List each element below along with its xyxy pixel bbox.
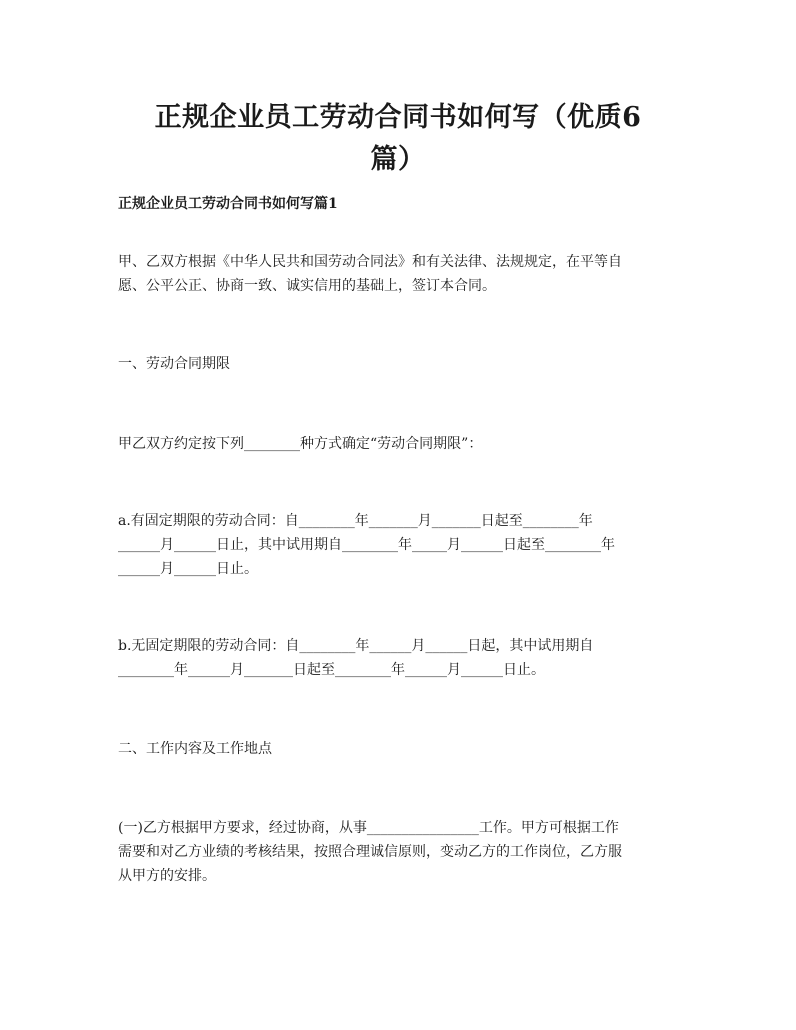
intro-line-2: 愿、公平公正、协商一致、诚实信用的基础上，签订本合同。 (118, 278, 496, 294)
option-a-line-1: a.有固定期限的劳动合同：自________年_______月_______日起至________年 (118, 513, 593, 529)
option-b-line-2: ________年______月_______日起至________年______月______日止。 (118, 662, 545, 678)
document-title-line-2: 篇） (370, 144, 426, 175)
section-2-item-1-line-3: 从甲方的安排。 (118, 868, 216, 884)
article-subtitle: 正规企业员工劳动合同书如何写篇1 (118, 196, 338, 212)
option-b-line-1: b.无固定期限的劳动合同：自________年______月______日起，其中试用期自 (118, 638, 594, 654)
option-a-line-2: ______月______日止，其中试用期自________年_____月______日起至________年 (118, 537, 615, 553)
section-2-item-1 (118, 816, 683, 888)
section-2-heading: 二、工作内容及工作地点 (118, 741, 272, 757)
section-2-item-1-line-1: (一)乙方根据甲方要求，经过协商，从事________________工作。甲方可根据工作 (118, 820, 619, 836)
option-a-line-3: ______月______日止。 (118, 561, 258, 577)
option-a-paragraph (118, 509, 683, 581)
intro-paragraph (118, 250, 683, 298)
document-title-line-1: 正规企业员工劳动合同书如何写（优质6 (154, 102, 642, 133)
section-1-heading: 一、劳动合同期限 (118, 356, 230, 372)
section-1-method: 甲乙双方约定按下列________种方式确定“劳动合同期限”： (118, 436, 483, 452)
intro-line-1: 甲、乙双方根据《中华人民共和国劳动合同法》和有关法律、法规规定，在平等自 (118, 254, 622, 270)
option-b-paragraph (118, 634, 683, 682)
section-2-item-1-line-2: 需要和对乙方业绩的考核结果，按照合理诚信原则，变动乙方的工作岗位，乙方服 (118, 844, 622, 860)
